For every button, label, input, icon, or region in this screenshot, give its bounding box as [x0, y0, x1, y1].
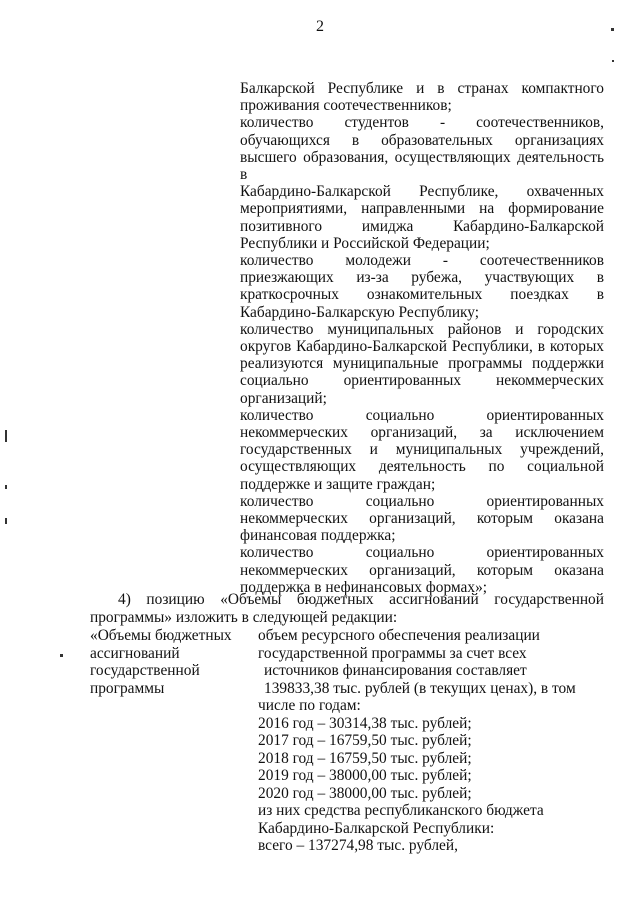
column-line: поддержка в нефинансовых формах»;: [240, 578, 488, 596]
text-line: источников финансирования составляет: [264, 662, 527, 679]
text-line: из них средства республиканского бюджета: [258, 802, 544, 819]
column-line: Кабардино-Балкарскую Республику;: [240, 303, 480, 321]
column-line: обучающихся в образовательных организациях: [240, 131, 604, 149]
column-line: мероприятиями, направленными на формирование: [240, 200, 604, 218]
indicator-column: [240, 80, 604, 596]
column-line: некоммерческих организаций, которым оказана: [240, 510, 604, 528]
text-line: Кабардино-Балкарской Республики:: [258, 819, 495, 837]
item-4-line: программы» изложить в следующей редакции:: [90, 609, 398, 626]
text-line: 2018 год – 16759,50 тыс. рублей;: [258, 749, 472, 767]
item-4-line: 4) позицию «Объемы бюджетных ассигнований государственной: [118, 591, 604, 608]
column-line: количество муниципальных районов и городских: [240, 320, 604, 338]
column-line: Республики и Российской Федерации;: [240, 234, 490, 252]
column-line: краткосрочных ознакомительных поездках в: [240, 286, 604, 304]
column-line: приезжающих из-за рубежа, участвующих в: [240, 269, 604, 287]
column-line: некоммерческих организаций, которым оказана: [240, 561, 604, 579]
text-line: всего – 137274,98 тыс. рублей,: [258, 837, 458, 854]
column-line: осуществляющих деятельность по социальной: [240, 458, 604, 476]
label-line: государственной: [90, 662, 200, 679]
text-line: 2019 год – 38000,00 тыс. рублей;: [258, 767, 472, 784]
scan-mark: [5, 430, 7, 442]
column-line: Кабардино-Балкарской Республике, охваченных: [240, 183, 604, 201]
text-line: 139833,38 тыс. рублей (в текущих ценах), в том: [264, 679, 576, 697]
scan-mark: [5, 485, 7, 489]
text-line: 2020 год – 38000,00 тыс. рублей;: [258, 784, 472, 802]
column-line: поддержке и защите граждан;: [240, 475, 436, 493]
column-line: количество социально ориентированных: [240, 492, 604, 510]
column-line: округов Кабардино-Балкарской Республики, в которых: [240, 338, 604, 356]
item-4-paragraph: [90, 591, 604, 627]
budget-position-text: [258, 627, 588, 855]
page-number: 2: [316, 18, 324, 35]
scan-mark: [60, 654, 63, 657]
label-line: «Объемы бюджетных: [90, 627, 232, 644]
scan-mark: [5, 518, 7, 524]
column-line: количество социально ориентированных: [240, 544, 604, 562]
column-line: проживания соотечественников;: [240, 97, 452, 115]
scan-mark: [611, 28, 614, 31]
column-line: количество молодежи - соотечественников: [240, 252, 604, 270]
scan-mark: [612, 60, 614, 62]
column-line: количество социально ориентированных: [240, 406, 604, 424]
label-line: ассигнований: [90, 644, 180, 662]
column-line: государственных и муниципальных учреждений,: [240, 441, 604, 459]
text-line: числе по годам:: [258, 697, 361, 714]
column-line: позитивного имиджа Кабардино-Балкарской: [240, 217, 604, 235]
text-line: государственной программы за счет всех: [258, 644, 527, 662]
text-line: 2016 год – 30314,38 тыс. рублей;: [258, 714, 472, 732]
text-line: 2017 год – 16759,50 тыс. рублей;: [258, 732, 472, 749]
column-line: организаций;: [240, 389, 327, 407]
label-line: программы: [90, 679, 165, 697]
column-line: количество студентов - соотечественников,: [240, 114, 604, 132]
text-line: объем ресурсного обеспечения реализации: [258, 627, 540, 644]
column-line: финансовая поддержка;: [240, 527, 396, 545]
column-line: реализуются муниципальные программы поддержки: [240, 355, 604, 373]
column-line: некоммерческих организаций, за исключением: [240, 424, 604, 442]
column-line: Балкарской Республике и в странах компактного: [240, 80, 604, 97]
column-line: высшего образования, осуществляющих деятельность в: [240, 148, 604, 184]
budget-position-label: [90, 627, 240, 697]
column-line: социально ориентированных некоммерческих: [240, 372, 604, 390]
